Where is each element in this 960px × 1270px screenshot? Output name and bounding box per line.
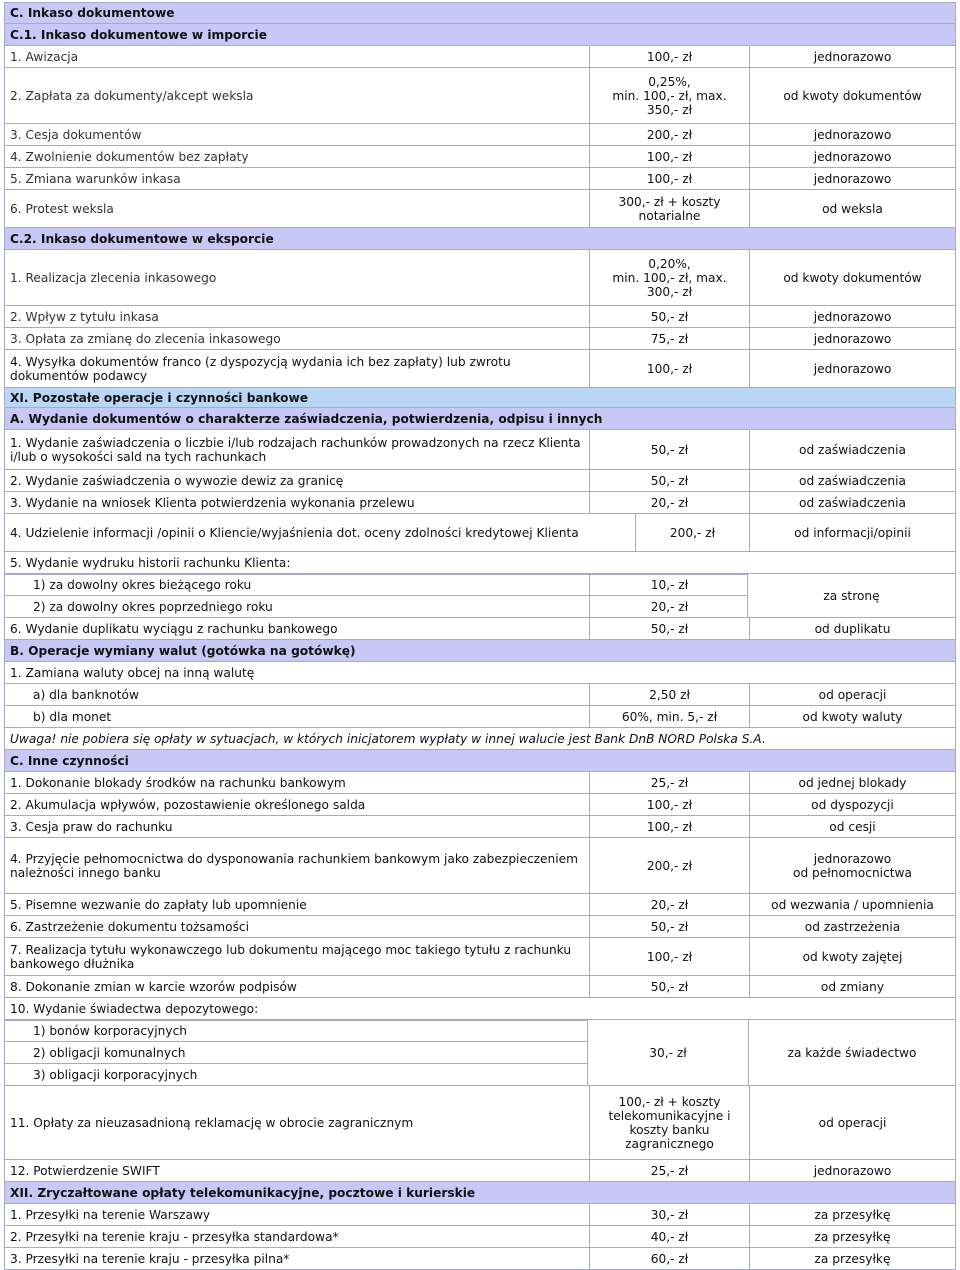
table-row	[4, 124, 956, 146]
row-label: 7. Realizacja tytułu wykonawczego lub dokumentu mającego moc takiego tytułu z rachunku bankowego dłużnika	[10, 942, 572, 971]
row-label: 1. Zamiana waluty obcej na inną walutę	[10, 665, 255, 680]
row-label: 2. Wydanie zaświadczenia o wywozie dewiz za granicę	[10, 473, 344, 488]
section-header-xi	[4, 388, 956, 408]
table-row	[4, 618, 956, 640]
row-basis: od operacji	[749, 684, 955, 705]
section-header-c	[4, 2, 956, 24]
section-header-b	[4, 640, 956, 662]
table-row	[4, 46, 956, 68]
section-header-c1	[4, 24, 956, 46]
row-label: 4. Wysyłka dokumentów franco (z dyspozycją wydania ich bez zapłaty) lub zwrotu dokumentów podawcy	[10, 354, 511, 383]
row-fee: 50,- zł	[589, 306, 749, 327]
table-row	[4, 1064, 588, 1086]
row-label: 10. Wydanie świadectwa depozytowego:	[10, 1001, 259, 1016]
row-label: 1) za dowolny okres bieżącego roku	[33, 578, 252, 592]
row-fee: 25,- zł	[589, 1160, 749, 1181]
row-fee: 100,- zł	[589, 350, 749, 387]
row-label: 6. Zastrzeżenie dokumentu tożsamości	[10, 919, 250, 934]
table-row	[4, 514, 956, 552]
table-row	[4, 938, 956, 976]
row-fee: 0,25%, min. 100,- zł, max. 350,- zł	[589, 68, 749, 123]
table-row	[4, 328, 956, 350]
row-basis: za stronę	[748, 574, 956, 618]
row-label: b) dla monet	[33, 709, 112, 724]
row-basis: od weksla	[749, 190, 955, 227]
row-label: 1. Awizacja	[10, 49, 79, 64]
table-row-group	[4, 1020, 956, 1086]
row-label: 1. Przesyłki na terenie Warszawy	[10, 1207, 211, 1222]
row-label: 3. Wydanie na wniosek Klienta potwierdzenia wykonania przelewu	[10, 495, 415, 510]
row-fee: 2,50 zł	[589, 684, 749, 705]
table-row	[4, 684, 956, 706]
row-label: 3. Cesja praw do rachunku	[10, 819, 173, 834]
table-row	[4, 146, 956, 168]
table-row	[4, 1160, 956, 1182]
row-basis: za przesyłkę	[749, 1226, 955, 1247]
section-title: XI. Pozostałe operacje i czynności bankowe	[5, 388, 955, 407]
row-basis: od duplikatu	[749, 618, 955, 639]
row-fee: 20,- zł	[589, 596, 749, 617]
row-basis: od kwoty dokumentów	[749, 250, 955, 305]
table-row	[4, 430, 956, 470]
row-label: 1. Realizacja zlecenia inkasowego	[10, 270, 217, 285]
table-row	[4, 1086, 956, 1160]
row-basis: jednorazowo	[749, 1160, 955, 1181]
row-fee: 200,- zł	[589, 838, 749, 893]
row-label: 5. Zmiana warunków inkasa	[10, 171, 181, 186]
table-row	[4, 838, 956, 894]
row-fee: 300,- zł + koszty notarialne	[589, 190, 749, 227]
row-fee: 0,20%, min. 100,- zł, max. 300,- zł	[589, 250, 749, 305]
table-row	[4, 794, 956, 816]
row-basis: od cesji	[749, 816, 955, 837]
row-basis: od zmiany	[749, 976, 955, 997]
row-label: 11. Opłaty za nieuzasadnioną reklamację w obrocie zagranicznym	[10, 1115, 414, 1130]
row-fee: 100,- zł + koszty telekomunikacyjne i koszty banku zagranicznego	[589, 1086, 749, 1159]
row-fee: 60%, min. 5,- zł	[589, 706, 749, 727]
row-label: 2. Zapłata za dokumenty/akcept weksla	[10, 88, 254, 103]
row-basis: od zaświadczenia	[749, 470, 955, 491]
section-header-xi-a	[4, 408, 956, 430]
row-basis: jednorazowo	[749, 146, 955, 167]
fee-table	[4, 2, 956, 1270]
table-row	[4, 1042, 588, 1064]
table-row	[4, 662, 956, 684]
section-title: C.2. Inkaso dokumentowe w eksporcie	[5, 228, 955, 249]
section-title: C. Inkaso dokumentowe	[5, 3, 955, 23]
row-fee: 100,- zł	[589, 794, 749, 815]
note-row	[4, 728, 956, 750]
table-row	[4, 168, 956, 190]
row-basis: jednorazowo	[749, 328, 955, 349]
row-fee: 100,- zł	[589, 168, 749, 189]
row-basis: jednorazowo	[749, 124, 955, 145]
table-row	[4, 1020, 588, 1042]
row-label: 6. Wydanie duplikatu wyciągu z rachunku bankowego	[10, 621, 338, 636]
row-fee: 20,- zł	[589, 492, 749, 513]
row-label: 8. Dokonanie zmian w karcie wzorów podpisów	[10, 979, 297, 994]
row-basis: od zaświadczenia	[749, 430, 955, 469]
row-basis: od operacji	[749, 1086, 955, 1159]
row-fee: 100,- zł	[589, 46, 749, 67]
table-row-group	[4, 574, 956, 618]
row-fee: 50,- zł	[589, 430, 749, 469]
row-basis: za każde świadectwo	[748, 1020, 956, 1086]
table-row	[4, 306, 956, 328]
note-text: Uwaga! nie pobiera się opłaty w sytuacjach, w których inicjatorem wypłaty w innej walucie jest Bank DnB NORD Polska S.A.	[10, 731, 766, 746]
row-fee: 100,- zł	[589, 938, 749, 975]
table-row	[4, 470, 956, 492]
table-row	[4, 574, 748, 596]
row-basis: za przesyłkę	[749, 1248, 955, 1269]
row-label: 2. Przesyłki na terenie kraju - przesyłka standardowa*	[10, 1229, 339, 1244]
row-fee: 30,- zł	[588, 1020, 748, 1086]
row-label: 1) bonów korporacyjnych	[33, 1024, 188, 1038]
table-row	[4, 894, 956, 916]
table-row	[4, 1226, 956, 1248]
table-row	[4, 816, 956, 838]
row-fee: 50,- zł	[589, 916, 749, 937]
row-fee: 50,- zł	[589, 976, 749, 997]
row-fee: 50,- zł	[589, 470, 749, 491]
section-header-c2	[4, 228, 956, 250]
row-label: 4. Udzielenie informacji /opinii o Kliencie/wyjaśnienia dot. oceny zdolności kredytowej Klienta	[10, 525, 579, 540]
row-label: 3. Cesja dokumentów	[10, 127, 142, 142]
row-fee: 40,- zł	[589, 1226, 749, 1247]
table-row	[4, 1204, 956, 1226]
table-row	[4, 998, 956, 1020]
row-label: 12. Potwierdzenie SWIFT	[10, 1163, 160, 1178]
row-basis: od kwoty dokumentów	[749, 68, 955, 123]
table-row	[4, 350, 956, 388]
row-label: 2) obligacji komunalnych	[33, 1045, 186, 1060]
table-row	[4, 250, 956, 306]
row-label: 6. Protest weksla	[10, 201, 114, 216]
row-label: 4. Zwolnienie dokumentów bez zapłaty	[10, 149, 249, 164]
row-basis: za przesyłkę	[749, 1204, 955, 1225]
row-label: 3) obligacji korporacyjnych	[33, 1067, 198, 1082]
row-label: 5. Pisemne wezwanie do zapłaty lub upomnienie	[10, 897, 307, 912]
table-row	[4, 916, 956, 938]
table-row	[4, 706, 956, 728]
table-row	[4, 976, 956, 998]
section-header-c-other	[4, 750, 956, 772]
row-basis: jednorazowo	[749, 46, 955, 67]
table-row	[4, 190, 956, 228]
row-label: 3. Opłata za zmianę do zlecenia inkasowego	[10, 331, 281, 346]
row-fee: 200,- zł	[589, 124, 749, 145]
row-basis: jednorazowo od pełnomocnictwa	[749, 838, 955, 893]
row-basis: od kwoty waluty	[749, 706, 955, 727]
row-basis: jednorazowo	[749, 306, 955, 327]
row-label: 3. Przesyłki na terenie kraju - przesyłka pilna*	[10, 1251, 290, 1266]
section-title: A. Wydanie dokumentów o charakterze zaświadczenia, potwierdzenia, odpisu i innych	[5, 408, 955, 429]
row-basis: od kwoty zajętej	[749, 938, 955, 975]
row-basis: od jednej blokady	[749, 772, 955, 793]
row-basis: od informacji/opinii	[749, 514, 955, 551]
table-row	[4, 1248, 956, 1270]
row-label: 1. Dokonanie blokady środków na rachunku bankowym	[10, 775, 346, 790]
row-fee: 10,- zł	[589, 575, 749, 595]
section-title: XII. Zryczałtowane opłaty telekomunikacyjne, pocztowe i kurierskie	[5, 1182, 955, 1203]
row-fee: 100,- zł	[589, 816, 749, 837]
section-title: C. Inne czynności	[5, 750, 955, 771]
row-label: 1. Wydanie zaświadczenia o liczbie i/lub rodzajach rachunków prowadzonych na rzecz Klienta i/lub o wysokości sald na tych rachunkach	[10, 435, 581, 464]
row-label: a) dla banknotów	[33, 687, 139, 702]
row-basis: jednorazowo	[749, 350, 955, 387]
row-fee: 30,- zł	[589, 1204, 749, 1225]
table-row	[4, 772, 956, 794]
section-title: B. Operacje wymiany walut (gotówka na gotówkę)	[5, 640, 955, 661]
row-fee: 200,- zł	[635, 514, 749, 551]
row-basis: od zastrzeżenia	[749, 916, 955, 937]
row-label: 2) za dowolny okres poprzedniego roku	[33, 599, 273, 614]
table-row	[4, 596, 748, 618]
row-fee: 20,- zł	[589, 894, 749, 915]
section-title: C.1. Inkaso dokumentowe w imporcie	[5, 24, 955, 45]
row-basis: jednorazowo	[749, 168, 955, 189]
row-fee: 75,- zł	[589, 328, 749, 349]
table-row	[4, 492, 956, 514]
row-label: 2. Akumulacja wpływów, pozostawienie określonego salda	[10, 797, 366, 812]
row-fee: 100,- zł	[589, 146, 749, 167]
row-label: 4. Przyjęcie pełnomocnictwa do dysponowania rachunkiem bankowym jako zabezpieczeniem należności innego banku	[10, 851, 579, 880]
row-label: 2. Wpływ z tytułu inkasa	[10, 309, 159, 324]
row-fee: 25,- zł	[589, 772, 749, 793]
row-fee: 50,- zł	[589, 618, 749, 639]
section-header-xii	[4, 1182, 956, 1204]
row-label: 5. Wydanie wydruku historii rachunku Klienta:	[10, 555, 291, 570]
row-fee: 60,- zł	[589, 1248, 749, 1269]
row-basis: od dyspozycji	[749, 794, 955, 815]
table-row	[4, 552, 956, 574]
row-basis: od wezwania / upomnienia	[749, 894, 955, 915]
table-row	[4, 68, 956, 124]
row-basis: od zaświadczenia	[749, 492, 955, 513]
